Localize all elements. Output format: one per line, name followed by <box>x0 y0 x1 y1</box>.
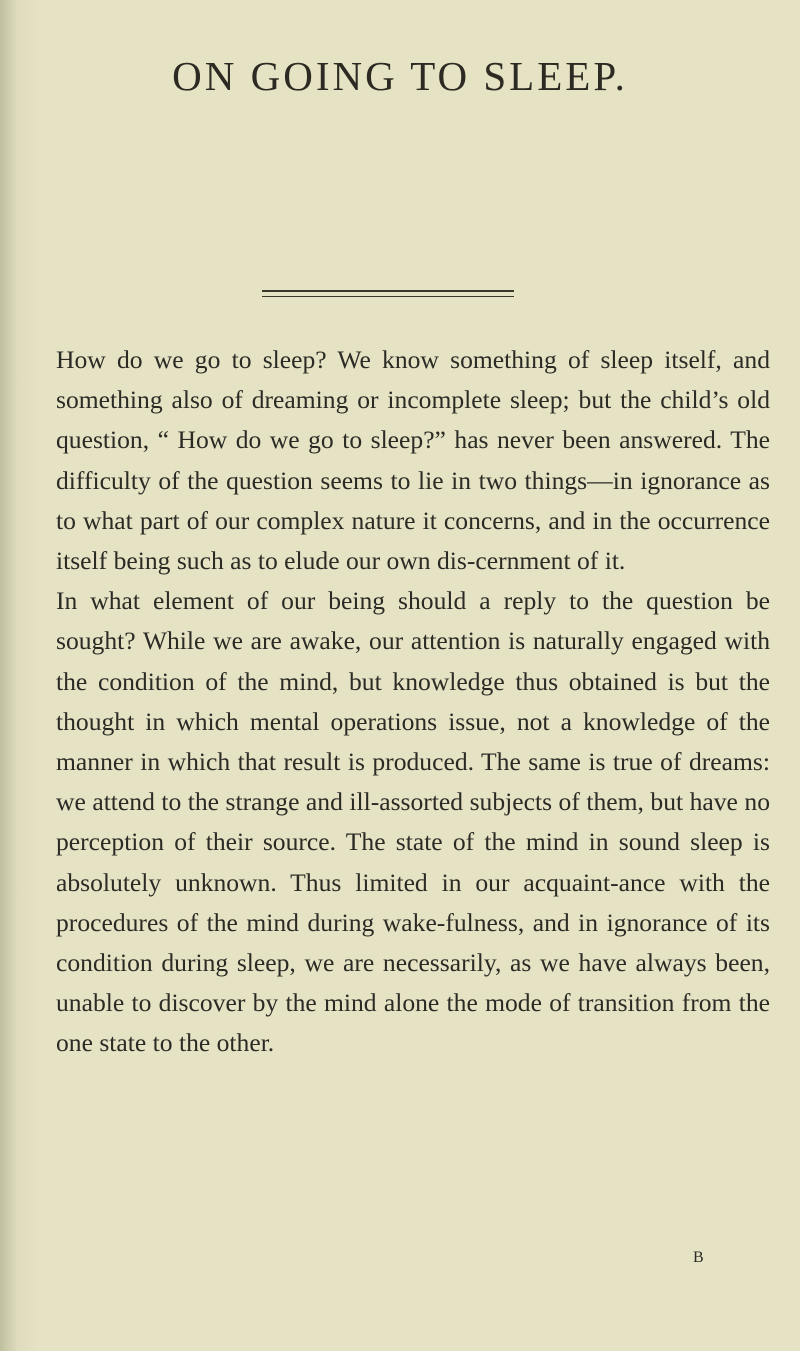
body-text <box>56 340 770 1064</box>
signature-mark: B <box>693 1249 704 1266</box>
title-rule-thin <box>262 296 514 297</box>
title-rule-thick <box>262 290 514 292</box>
paragraph-2: In what element of our being should a reply to the question be sought? While we are awake, our attention is naturally engaged with the condition of the mind, but knowledge thus obtained is but the thought in which mental operations issue, not a knowledge of the manner in which that result is produced. The same is true of dreams: we attend to the strange and ill-assorted subjects of them, but have no perception of their source. The state of the mind in sound sleep is absolutely unknown. Thus limited in our acquaint-ance with the procedures of the mind during wake-fulness, and in ignorance of its condition during sleep, we are necessarily, as we have always been, unable to discover by the mind alone the mode of transition from the one state to the other. <box>56 586 770 1058</box>
chapter-title: ON GOING TO SLEEP. <box>172 53 628 99</box>
paragraph-1: How do we go to sleep? We know something of sleep itself, and something also of dreaming or incomplete sleep; but the child’s old question, “ How do we go to sleep?” has never been answered. The difficulty of the question seems to lie in two things—in ignorance as to what part of our complex nature it concerns, and in the occurrence itself being such as to elude our own dis-cernment of it. <box>56 345 770 576</box>
